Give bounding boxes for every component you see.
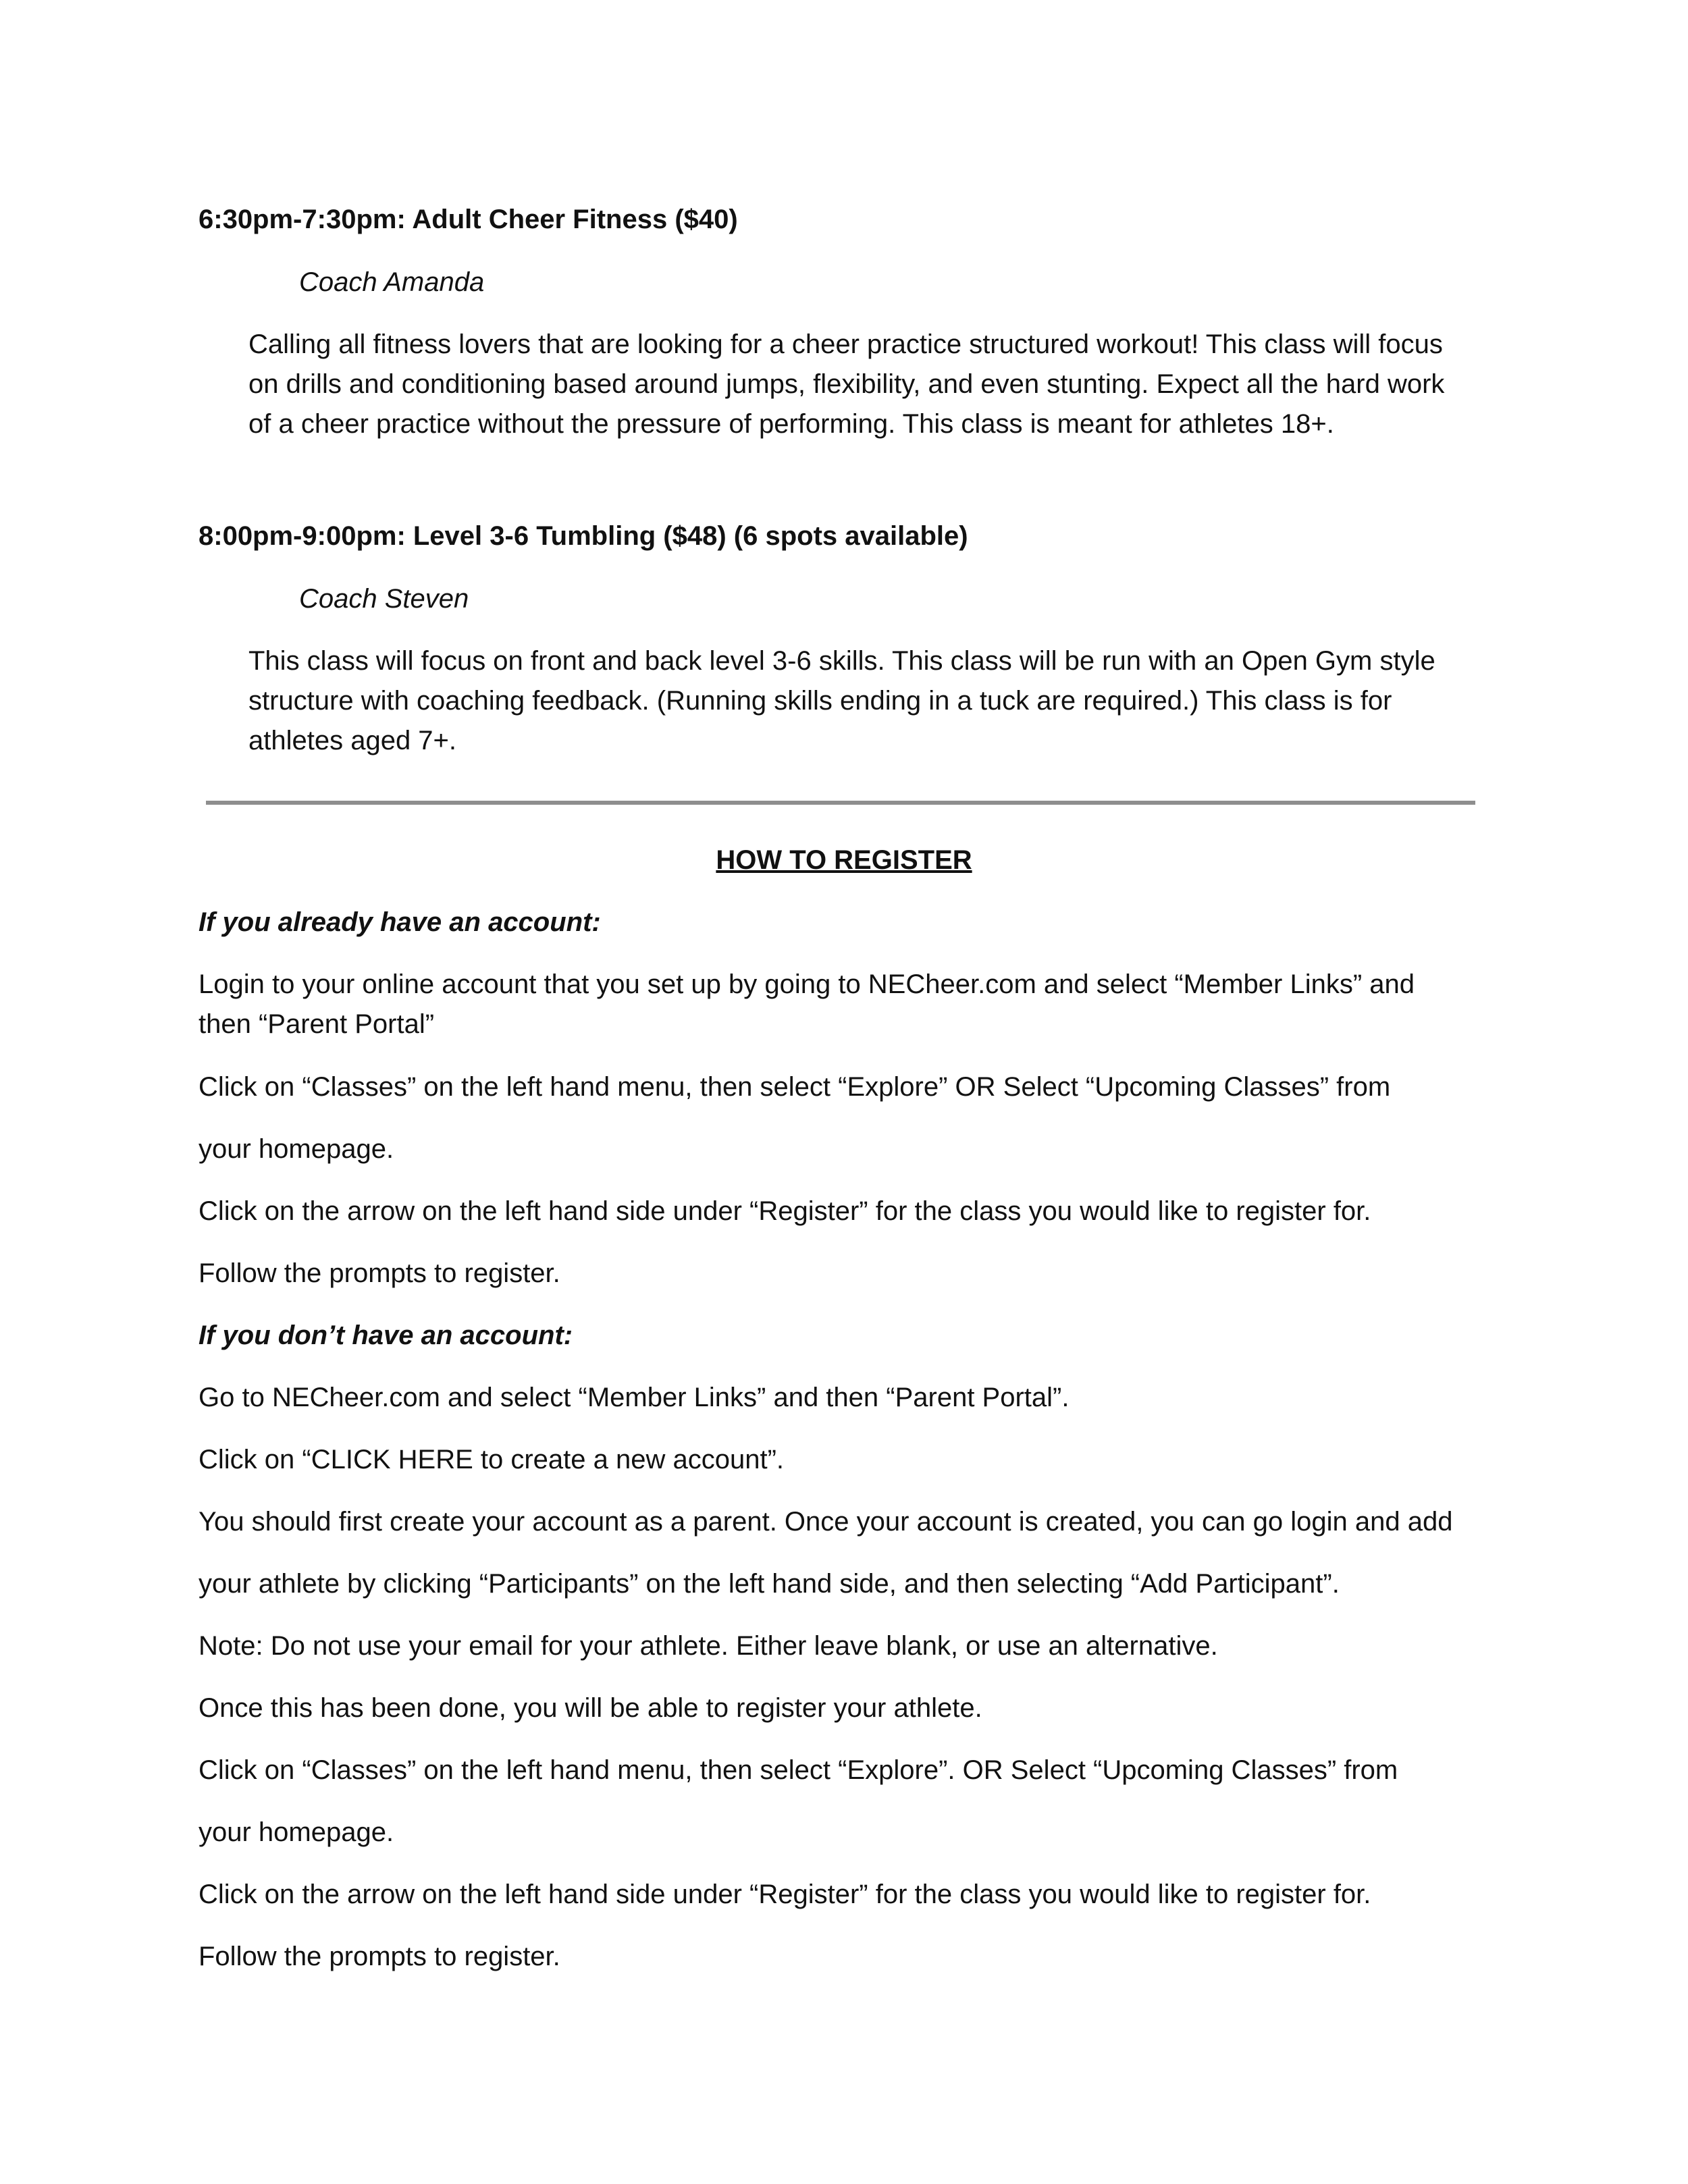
- register-step-line: Note: Do not use your email for your athlete. Either leave blank, or use an alternative.: [199, 1631, 1218, 1661]
- register-step-line: your homepage.: [199, 1817, 394, 1847]
- class-description-line: athletes aged 7+.: [248, 726, 457, 755]
- class-description-line: This class will focus on front and back level 3-6 skills. This class will be run with an Open Gym style: [248, 646, 1435, 676]
- coach-name: Coach Steven: [299, 584, 469, 614]
- new-account-heading: If you don’t have an account:: [199, 1321, 573, 1350]
- register-step-line: Click on “Classes” on the left hand menu, then select “Explore”. OR Select “Upcoming Classes” from: [199, 1755, 1398, 1785]
- register-step-line: Click on the arrow on the left hand side under “Register” for the class you would like to register for.: [199, 1880, 1371, 1909]
- existing-account-heading: If you already have an account:: [199, 907, 601, 937]
- class-heading-level-3-6-tumbling: 8:00pm-9:00pm: Level 3-6 Tumbling ($48) (6 spots available): [199, 521, 968, 551]
- class-description-line: Calling all fitness lovers that are looking for a cheer practice structured workout! This class will focus: [248, 329, 1443, 359]
- register-step-line: Go to NECheer.com and select “Member Links” and then “Parent Portal”.: [199, 1383, 1070, 1412]
- register-step-line: Follow the prompts to register.: [199, 1942, 560, 1971]
- register-step-line: your athlete by clicking “Participants” on the left hand side, and then selecting “Add Participant”.: [199, 1569, 1340, 1599]
- register-step-line: then “Parent Portal”: [199, 1009, 435, 1039]
- register-step-line: your homepage.: [199, 1134, 394, 1164]
- class-description-line: on drills and conditioning based around jumps, flexibility, and even stunting. Expect all the hard work: [248, 369, 1445, 399]
- register-step-line: Click on “CLICK HERE to create a new account”.: [199, 1445, 785, 1474]
- class-description-line: of a cheer practice without the pressure of performing. This class is meant for athletes 18+.: [248, 409, 1334, 439]
- register-step-line: Login to your online account that you set up by going to NECheer.com and select “Member Links” and: [199, 969, 1415, 999]
- register-step-line: Follow the prompts to register.: [199, 1258, 560, 1288]
- register-step-line: You should first create your account as a parent. Once your account is created, you can go login and add: [199, 1507, 1453, 1537]
- coach-name: Coach Amanda: [299, 267, 485, 297]
- register-step-line: Once this has been done, you will be able to register your athlete.: [199, 1693, 982, 1723]
- register-title: HOW TO REGISTER: [716, 845, 972, 875]
- class-heading-adult-cheer-fitness: 6:30pm-7:30pm: Adult Cheer Fitness ($40): [199, 205, 738, 234]
- class-description-line: structure with coaching feedback. (Running skills ending in a tuck are required.) This class is for: [248, 686, 1392, 716]
- register-step-line: Click on the arrow on the left hand side under “Register” for the class you would like to register for.: [199, 1196, 1371, 1226]
- register-step-line: Click on “Classes” on the left hand menu, then select “Explore” OR Select “Upcoming Classes” from: [199, 1072, 1391, 1102]
- section-divider: [206, 801, 1475, 805]
